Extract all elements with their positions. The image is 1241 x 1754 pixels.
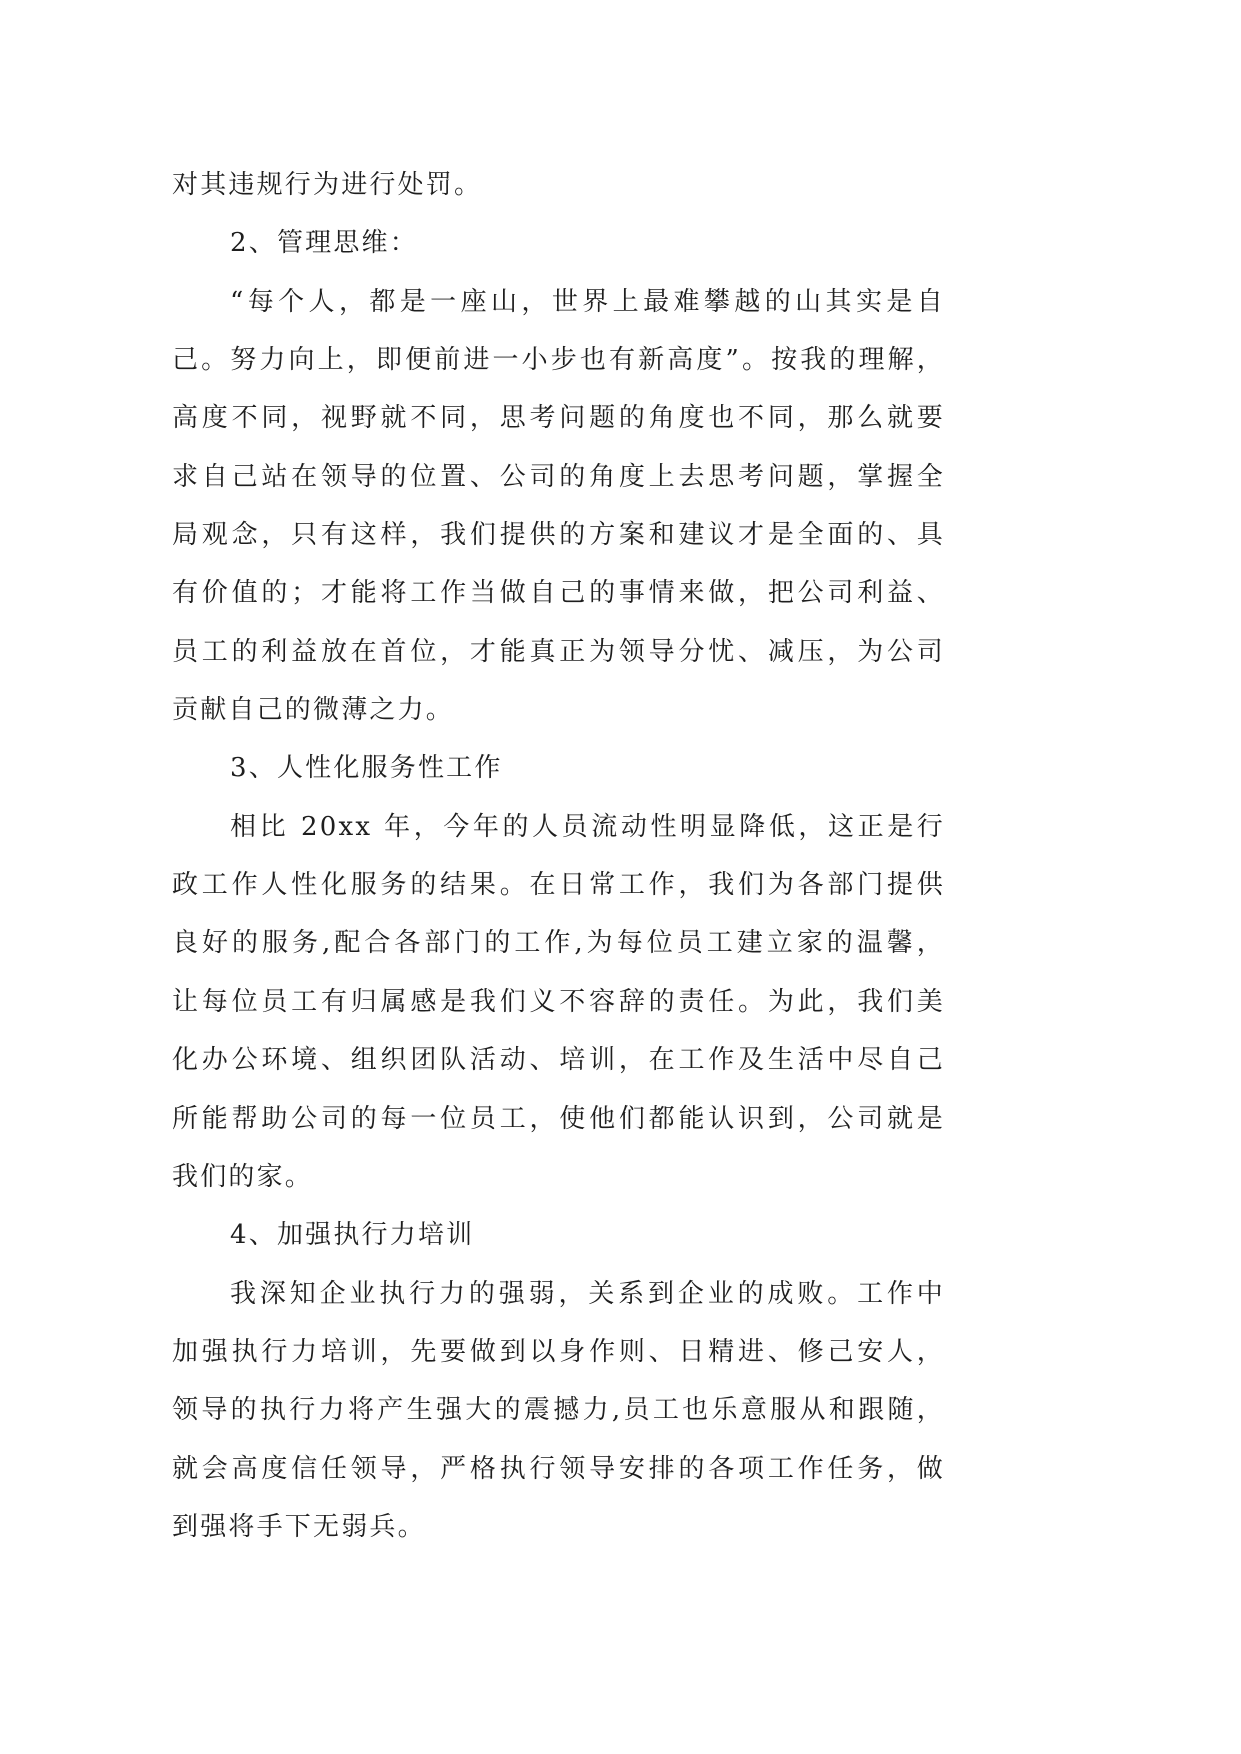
paragraph-line: 我深知企业执行力的强弱，关系到企业的成败。工作中 — [230, 1278, 945, 1309]
paragraph-line: 员工的利益放在首位，才能真正为领导分忧、减压，为公司 — [172, 636, 945, 667]
paragraph-line: 高度不同，视野就不同，思考问题的角度也不同，那么就要 — [172, 403, 945, 434]
paragraph-line: 化办公环境、组织团队活动、培训，在工作及生活中尽自己 — [172, 1045, 945, 1076]
paragraph-line: 所能帮助公司的每一位员工，使他们都能认识到，公司就是 — [172, 1103, 945, 1134]
paragraph-line: 相比 20xx 年，今年的人员流动性明显降低，这正是行 — [230, 811, 945, 842]
document-body — [172, 156, 945, 1556]
paragraph-line: 己。努力向上，即便前进一小步也有新高度”。按我的理解， — [172, 345, 945, 376]
paragraph-line: 求自己站在领导的位置、公司的角度上去思考问题，掌握全 — [172, 461, 945, 492]
paragraph-line: 到强将手下无弱兵。 — [172, 1511, 426, 1542]
paragraph-line: 贡献自己的微薄之力。 — [172, 695, 455, 726]
section-heading: 3、人性化服务性工作 — [230, 753, 503, 784]
paragraph-line: 让每位员工有归属感是我们义不容辞的责任。为此，我们美 — [172, 986, 945, 1017]
paragraph-line: 领导的执行力将产生强大的震撼力,员工也乐意服从和跟随， — [172, 1395, 945, 1426]
paragraph-line: 良好的服务,配合各部门的工作,为每位员工建立家的温馨， — [172, 928, 945, 959]
paragraph-line: 局观念，只有这样，我们提供的方案和建议才是全面的、具 — [172, 520, 945, 551]
paragraph-line: 对其违规行为进行处罚。 — [172, 170, 483, 200]
paragraph-line: 我们的家。 — [172, 1161, 314, 1192]
section-heading: 4、加强执行力培训 — [230, 1220, 475, 1251]
paragraph-line: 政工作人性化服务的结果。在日常工作，我们为各部门提供 — [172, 870, 945, 901]
paragraph-line: 加强执行力培训，先要做到以身作则、日精进、修己安人， — [172, 1336, 945, 1367]
paragraph-line: 有价值的；才能将工作当做自己的事情来做，把公司利益、 — [172, 578, 945, 609]
section-heading: 2、管理思维： — [230, 228, 418, 259]
paragraph-line: 就会高度信任领导，严格执行领导安排的各项工作任务，做 — [172, 1453, 945, 1484]
paragraph-line: “每个人，都是一座山，世界上最难攀越的山其实是自 — [230, 286, 945, 317]
